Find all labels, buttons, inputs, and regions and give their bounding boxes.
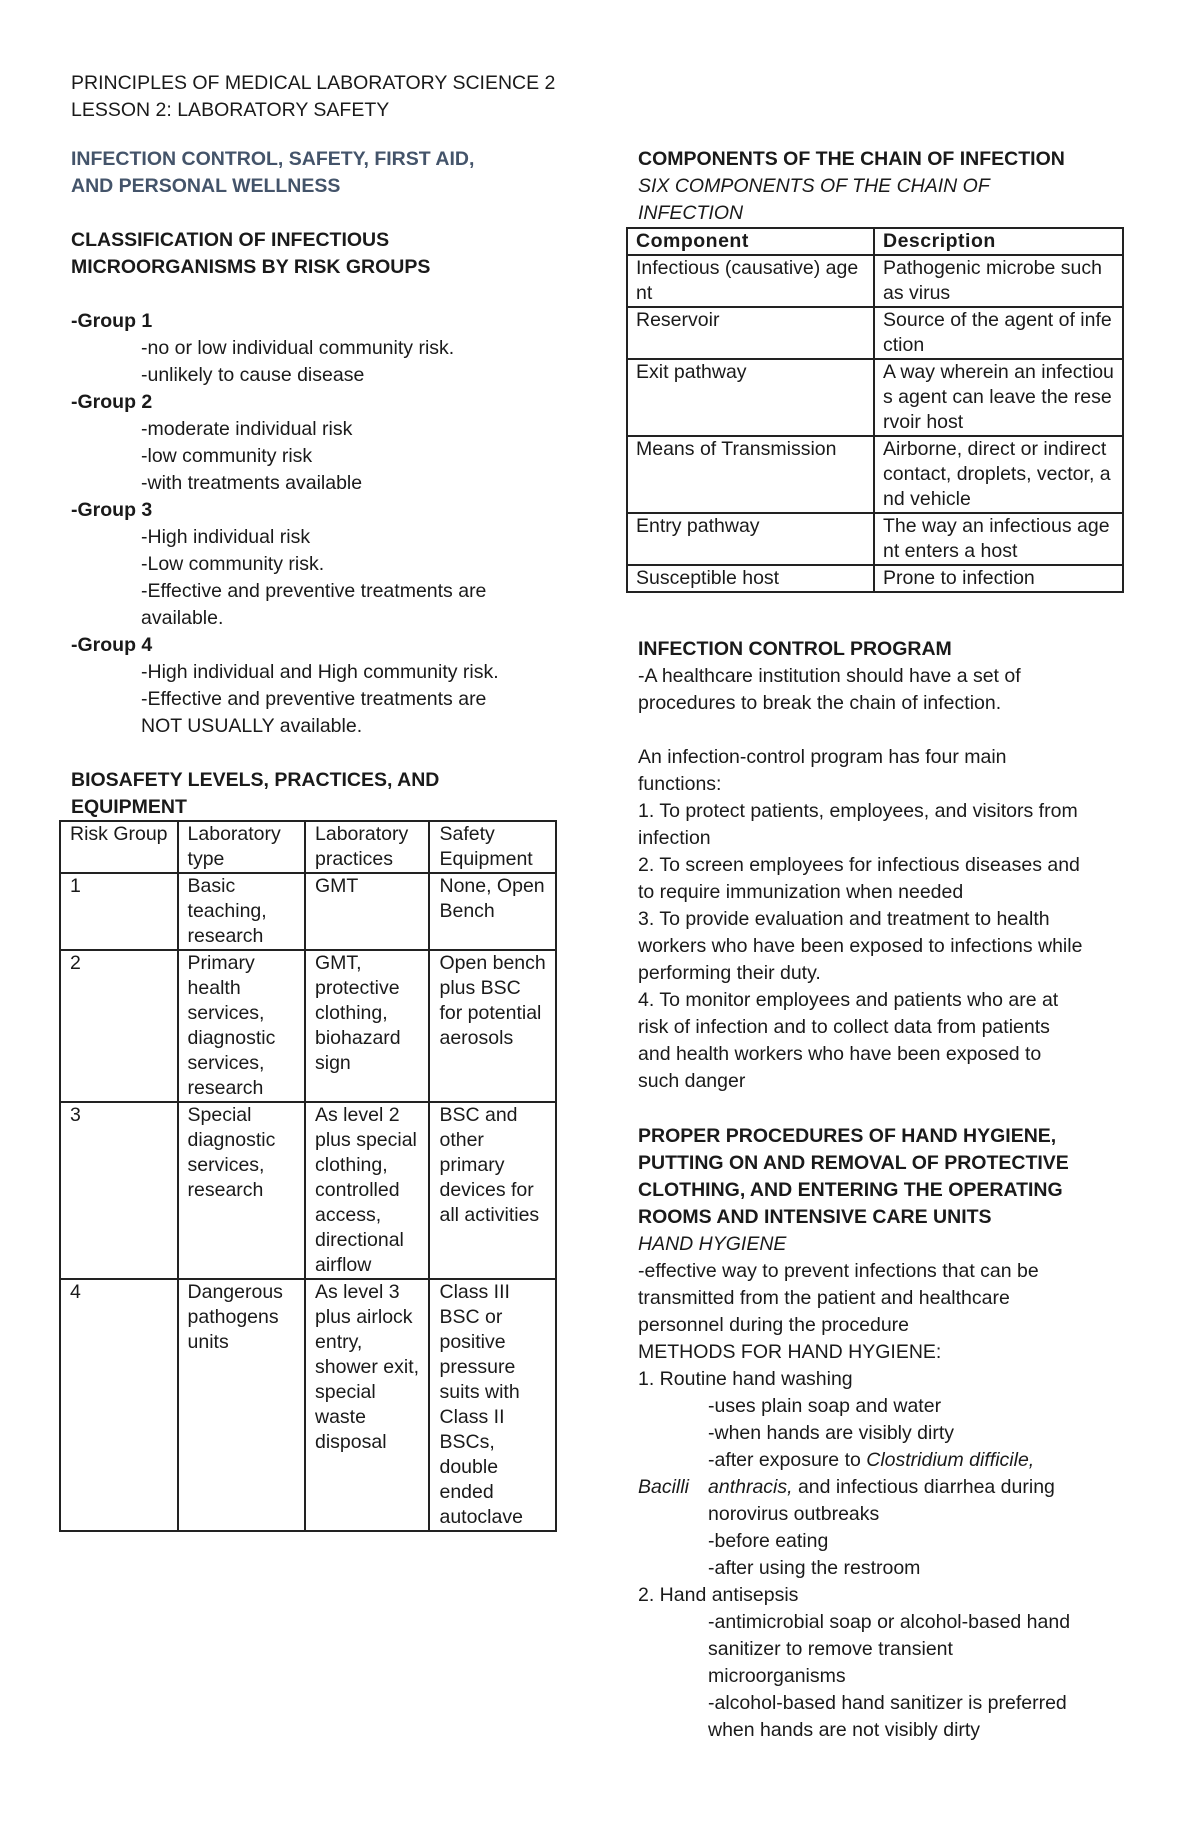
group-item: -no or low individual community risk. [141,337,455,359]
table-row [627,436,1123,513]
table-row [627,513,1123,565]
table-cell: The way an infectious agent enters a host [874,513,1123,565]
table-cell: Class III BSC or positive pressure suits with Class II BSCs, double ended autoclave [429,1279,556,1531]
biosafety-table [59,820,557,1532]
list-item: 3. To provide evaluation and treatment to health [638,908,1050,930]
table-header-cell: Safety Equipment [429,821,556,873]
table-cell: Special diagnostic services, research [178,1102,305,1279]
table-header-cell: Laboratory practices [305,821,429,873]
table-header-cell: Description [874,228,1123,255]
group-item: -low community risk [141,445,313,467]
list-item: -uses plain soap and water [708,1395,942,1417]
table-cell: As level 3 plus airlock entry, shower exit, special waste disposal [305,1279,429,1531]
table-cell: GMT [305,873,429,950]
table-cell: Basic teaching, research [178,873,305,950]
table-cell: Primary health services, diagnostic services, research [178,950,305,1102]
hh-subheading: HAND HYGIENE [638,1233,787,1255]
table-cell: 1 [60,873,178,950]
list-item: -after exposure to Clostridium difficile, [708,1449,1035,1471]
table-cell: None, Open Bench [429,873,556,950]
method-title: 1. Routine hand washing [638,1368,853,1390]
table-row [60,950,556,1102]
group-item: -Effective and preventive treatments are [141,688,487,710]
table-header-row [60,821,556,873]
methods-label: METHODS FOR HAND HYGIENE: [638,1341,942,1363]
list-item: 2. To screen employees for infectious diseases and [638,854,1080,876]
table-cell: Prone to infection [874,565,1123,592]
table-cell: Dangerous pathogens units [178,1279,305,1531]
chain-subheading: INFECTION [638,202,744,224]
list-item: -antimicrobial soap or alcohol-based hand [708,1611,1071,1633]
infection-control-program: INFECTION CONTROL PROGRAM -A healthcare institution should have a set of procedures to break the chain of infection. An infection-control program has four main functions: 1. To protect patients, employees, and visitors from infection 2. To screen employees for infectious diseases and to require immunization when needed 3. To provide evaluation and treatment to health workers who have been exposed to infections while performing their duty. 4. To monitor employees and patients who are at risk of infection and to collect data from patients and health workers who have been exposed to such danger [638,636,1178,1095]
list-item: 4. To monitor employees and patients who are at [638,989,1059,1011]
group-item: available. [141,607,224,629]
list-item: -alcohol-based hand sanitizer is preferred [708,1692,1067,1714]
table-header-cell: Component [627,228,874,255]
icp-heading: INFECTION CONTROL PROGRAM [638,638,952,660]
table-cell: Reservoir [627,307,874,359]
chain-section [638,146,1065,227]
group-title: -Group 1 [71,310,153,332]
table-header-cell: Laboratory type [178,821,305,873]
group-item: -High individual and High community risk. [141,661,499,683]
table-row [60,1102,556,1279]
list-item: -when hands are visibly dirty [708,1422,955,1444]
table-cell: Airborne, direct or indirect contact, droplets, vector, and vehicle [874,436,1123,513]
method-title: 2. Hand antisepsis [638,1584,799,1606]
table-row [60,873,556,950]
table-cell: Infectious (causative) agent [627,255,874,307]
table-row [627,359,1123,436]
table-cell: 4 [60,1279,178,1531]
table-row [627,255,1123,307]
lesson-title: LESSON 2: LABORATORY SAFETY [71,99,390,121]
group-title: -Group 3 [71,499,153,521]
group-title: -Group 4 [71,634,153,656]
table-cell: 3 [60,1102,178,1279]
table-cell: Pathogenic microbe such as virus [874,255,1123,307]
table-cell: 2 [60,950,178,1102]
chain-heading: COMPONENTS OF THE CHAIN OF INFECTION [638,148,1065,170]
group-title: -Group 2 [71,391,153,413]
table-cell: Entry pathway [627,513,874,565]
table-cell: As level 2 plus special clothing, controlled access, directional airflow [305,1102,429,1279]
page-header [71,70,555,124]
group-item: -Low community risk. [141,553,325,575]
classification-heading: CLASSIFICATION OF INFECTIOUS MICROORGANISMS BY RISK GROUPS [71,229,431,278]
risk-groups-list [71,308,571,740]
group-item: -High individual risk [141,526,311,548]
group-item: -Effective and preventive treatments are [141,580,487,602]
table-header-cell: Risk Group [60,821,178,873]
course-title: PRINCIPLES OF MEDICAL LABORATORY SCIENCE 2 [71,72,556,94]
table-cell: Open bench plus BSC for potential aerosols [429,950,556,1102]
main-heading: INFECTION CONTROL, SAFETY, FIRST AID, AND PERSONAL WELLNESS [71,148,475,197]
hh-heading: PROPER PROCEDURES OF HAND HYGIENE, [638,1125,1057,1147]
list-item: -before eating [708,1530,829,1552]
table-cell: Source of the agent of infection [874,307,1123,359]
table-row [60,1279,556,1531]
table-row [627,565,1123,592]
biosafety-heading: BIOSAFETY LEVELS, PRACTICES, AND EQUIPMENT [71,769,440,818]
table-cell: Susceptible host [627,565,874,592]
list-item: Bacilli anthracis, and infectious diarrhea during [638,1476,1055,1498]
group-item: -moderate individual risk [141,418,353,440]
table-cell: A way wherein an infectious agent can leave the reservoir host [874,359,1123,436]
list-item: -after using the restroom [708,1557,921,1579]
list-item: 1. To protect patients, employees, and visitors from [638,800,1078,822]
group-item: -with treatments available [141,472,363,494]
table-cell: Exit pathway [627,359,874,436]
table-header-row [627,228,1123,255]
table-cell: Means of Transmission [627,436,874,513]
group-item: -unlikely to cause disease [141,364,365,386]
table-cell: BSC and other primary devices for all activities [429,1102,556,1279]
chain-subheading: SIX COMPONENTS OF THE CHAIN OF [638,175,990,197]
table-cell: GMT, protective clothing, biohazard sign [305,950,429,1102]
group-item: NOT USUALLY available. [141,715,363,737]
table-row [627,307,1123,359]
chain-table [626,227,1124,593]
hand-hygiene-section: PROPER PROCEDURES OF HAND HYGIENE, PUTTING ON AND REMOVAL OF PROTECTIVE CLOTHING, AND ENTERING THE OPERATING ROOMS AND INTENSIVE CARE UNITS HAND HYGIENE -effective way to prevent infections that can be transmitted from the patient and healthcare personnel during the procedure METHODS FOR HAND HYGIENE: 1. Routine hand washing -uses plain soap and water -when hands are visibly dirty -after exposure to Clostridium difficile, Bacilli anthracis, and infectious diarrhea during norovirus outbreaks -before eating -after using the restroom 2. Hand antisepsis -antimicrobial soap or alcohol-based hand sanitizer to remove transient microorganisms -alcohol-based hand sanitizer is preferred when hands are not visibly dirty [638,1123,1178,1744]
